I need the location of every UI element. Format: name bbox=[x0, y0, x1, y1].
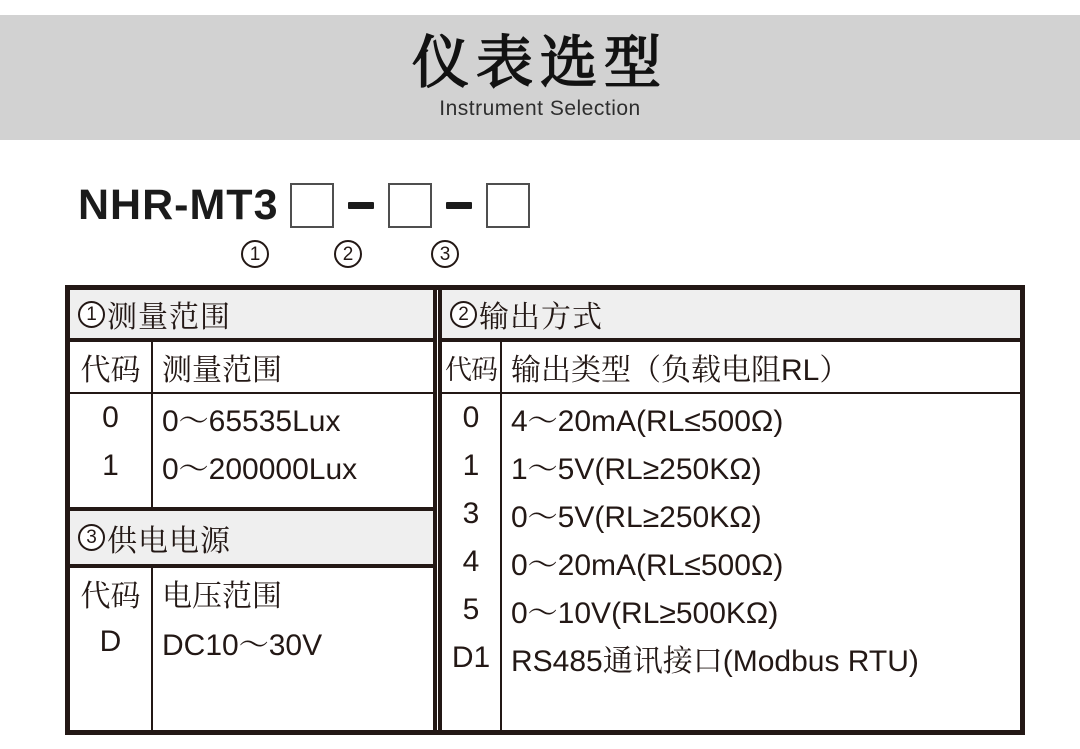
model-prefix: NHR-MT3 bbox=[78, 180, 279, 229]
output-value-column bbox=[502, 394, 1020, 730]
circled-number-3: 3 bbox=[78, 524, 105, 551]
column-header-value: 电压范围 bbox=[162, 580, 282, 613]
row-code: 3 bbox=[462, 497, 480, 530]
row-value: 4～20mA(RL≤500Ω) bbox=[511, 405, 784, 438]
power-code-column bbox=[70, 568, 153, 730]
measure-column-headers bbox=[70, 342, 433, 394]
page-subtitle: Instrument Selection bbox=[439, 97, 641, 121]
model-slot-box-1 bbox=[290, 183, 334, 228]
dash-separator bbox=[348, 202, 374, 209]
row-code: 1 bbox=[462, 449, 480, 482]
row-value: 0～65535Lux bbox=[162, 405, 341, 438]
column-header-value: 输出类型（负载电阻RL） bbox=[511, 354, 850, 387]
section-title: 供电电源 bbox=[107, 524, 231, 558]
row-value: 0～10V(RL≥500KΩ) bbox=[511, 597, 779, 630]
column-header-code: 代码 bbox=[442, 342, 502, 392]
measure-rows bbox=[70, 394, 433, 507]
model-slot-box-3 bbox=[486, 183, 530, 228]
row-value: 1～5V(RL≥250KΩ) bbox=[511, 453, 762, 486]
row-value: 0～20mA(RL≤500Ω) bbox=[511, 549, 784, 582]
column-header-code: 代码 bbox=[80, 580, 141, 613]
circled-number-1: 1 bbox=[241, 240, 269, 268]
row-code: D bbox=[99, 625, 122, 658]
row-code: 0 bbox=[462, 401, 480, 434]
output-code-column bbox=[442, 394, 502, 730]
model-slot-box-2 bbox=[388, 183, 432, 228]
row-code: 0 bbox=[102, 401, 119, 434]
section-header-measure bbox=[70, 290, 433, 342]
output-rows bbox=[442, 394, 1020, 730]
power-value-column bbox=[153, 568, 433, 730]
row-code: 5 bbox=[462, 593, 480, 626]
measure-code-column bbox=[70, 394, 153, 507]
measure-value-column bbox=[153, 394, 433, 507]
selection-table bbox=[65, 285, 1025, 735]
page-title: 仪表选型 bbox=[412, 30, 668, 95]
circled-number-2: 2 bbox=[334, 240, 362, 268]
column-header-code: 代码 bbox=[70, 342, 153, 392]
output-column-headers bbox=[442, 342, 1020, 394]
model-code-line bbox=[78, 180, 530, 230]
title-banner bbox=[0, 15, 1080, 140]
section-title: 测量范围 bbox=[107, 301, 231, 334]
row-value: RS485通讯接口(Modbus RTU) bbox=[511, 645, 919, 678]
section-header-power bbox=[70, 507, 433, 568]
power-rows bbox=[70, 568, 433, 730]
table-left-half bbox=[70, 290, 437, 730]
circled-number-1: 1 bbox=[78, 301, 105, 328]
row-code: D1 bbox=[451, 641, 491, 674]
circled-number-2: 2 bbox=[450, 301, 477, 328]
section-title: 输出方式 bbox=[479, 301, 603, 334]
row-value: 0～5V(RL≥250KΩ) bbox=[511, 501, 762, 534]
row-value: DC10～30V bbox=[162, 629, 323, 662]
model-slot-numbers bbox=[0, 240, 520, 272]
row-value: 0～200000Lux bbox=[162, 453, 358, 486]
table-right-half bbox=[438, 290, 1020, 730]
column-header-value: 测量范围 bbox=[162, 354, 282, 387]
row-code: 1 bbox=[102, 449, 119, 482]
circled-number-3: 3 bbox=[431, 240, 459, 268]
row-code: 4 bbox=[462, 545, 480, 578]
section-header-output bbox=[442, 290, 1020, 342]
dash-separator bbox=[446, 202, 472, 209]
